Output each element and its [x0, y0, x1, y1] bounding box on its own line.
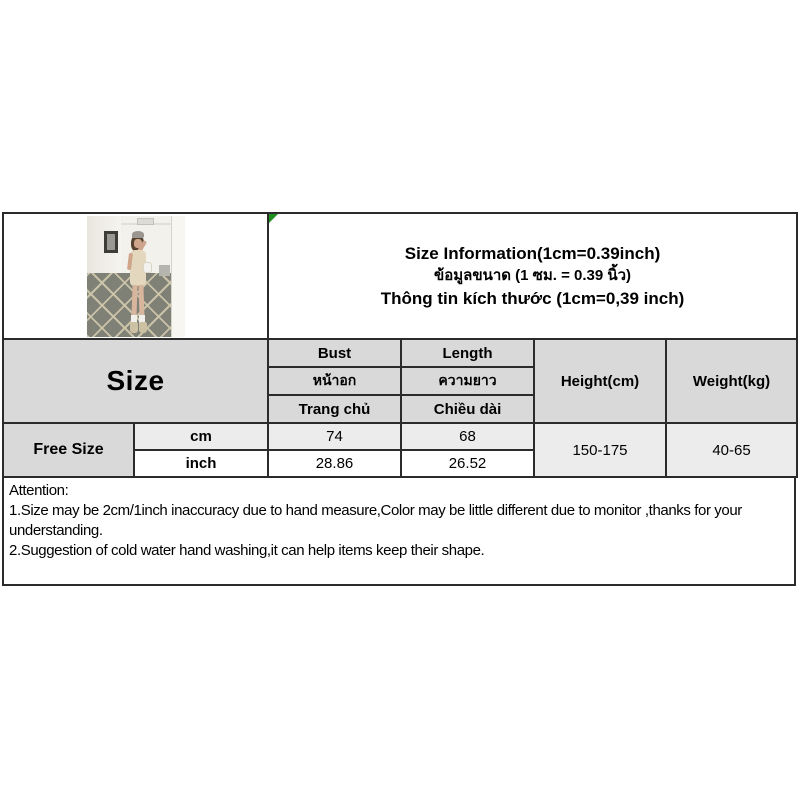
size-info-header-cell: [268, 213, 797, 339]
size-table: [2, 212, 798, 478]
size-info-title-en: Size Information(1cm=0.39inch): [404, 244, 661, 263]
model-left-leg: [131, 284, 137, 317]
attention-line-2: understanding.: [9, 522, 103, 539]
length-cm-value: 68: [401, 423, 534, 450]
col-header-height: Height(cm): [534, 339, 666, 423]
attention-title: Attention:: [9, 482, 69, 499]
size-info-title-vi: Thông tin kích thước (1cm=0,39 inch): [380, 289, 685, 308]
model-right-leg: [138, 284, 144, 317]
attention-line-3: 2.Suggestion of cold water hand washing,it can help items keep their shape.: [9, 542, 485, 559]
unit-cm-cell: cm: [134, 423, 268, 450]
col-header-bust-en: Bust: [268, 339, 401, 367]
length-inch-value: 26.52: [401, 450, 534, 477]
model-cap: [132, 231, 144, 238]
col-header-length-th: ความยาว: [401, 367, 534, 395]
size-chart-sheet: [2, 212, 796, 586]
unit-inch-cell: inch: [134, 450, 268, 477]
col-header-length-en: Length: [401, 339, 534, 367]
model-left-boot: [130, 322, 138, 333]
col-header-length-vi: Chiều dài: [401, 395, 534, 423]
attention-note: [2, 478, 796, 586]
size-name-cell: Free Size: [3, 423, 134, 477]
col-header-bust-vi: Trang chủ: [268, 395, 401, 423]
product-photo: [87, 216, 185, 337]
attention-line-1: 1.Size may be 2cm/1inch inaccuracy due to hand measure,Color may be little different due to monitor ,thanks for your: [9, 502, 742, 519]
model-bag: [144, 263, 151, 272]
product-photo-cell: [3, 213, 268, 339]
hallway-cabinet: [159, 265, 170, 276]
cell-corner-flag-icon: [269, 214, 278, 223]
col-header-bust-th: หน้าอก: [268, 367, 401, 395]
ceiling-vent: [137, 218, 154, 225]
col-header-weight: Weight(kg): [666, 339, 797, 423]
size-info-title-th: ข้อมูลขนาด (1 ซม. = 0.39 นิ้ว): [433, 267, 632, 284]
height-range-value: 150-175: [534, 423, 666, 477]
size-label-cell: Size: [3, 339, 268, 423]
bust-cm-value: 74: [268, 423, 401, 450]
right-pillar: [172, 216, 185, 337]
model-right-boot: [139, 322, 147, 333]
bust-inch-value: 28.86: [268, 450, 401, 477]
weight-range-value: 40-65: [666, 423, 797, 477]
picture-frame: [104, 231, 118, 253]
